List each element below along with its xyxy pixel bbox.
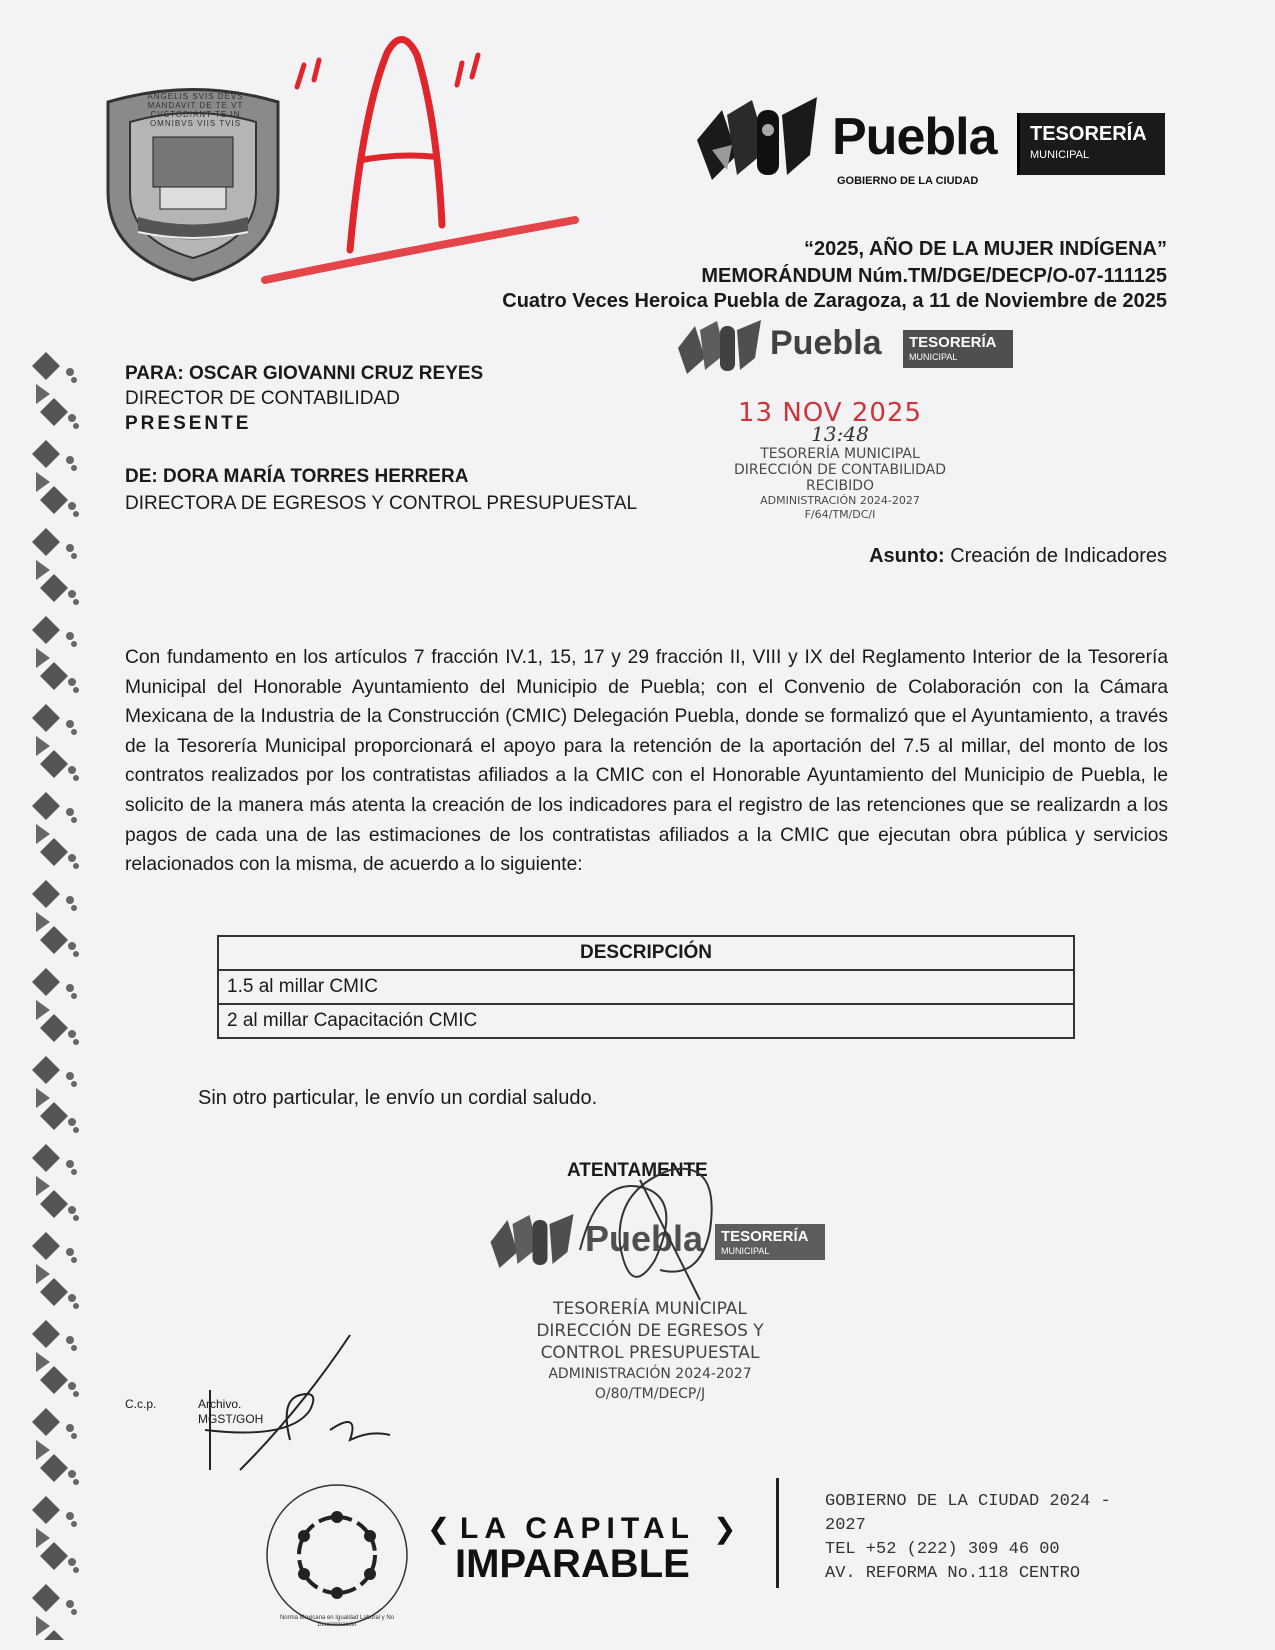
received-puebla-logo (675, 318, 1015, 378)
memo-number: MEMORÁNDUM Núm.TM/DGE/DECP/O-07-111125 (701, 265, 1167, 287)
atentamente: ATENTAMENTE (567, 1160, 708, 1181)
address-line3: TEL +52 (222) 309 46 00 (825, 1540, 1060, 1559)
received-wordmark: Puebla (770, 324, 882, 362)
signature-stamp-line2: DIRECCIÓN DE EGRESOS Y (536, 1321, 764, 1341)
signature-stamp-line5: O/80/TM/DECP/J (594, 1386, 706, 1402)
subject (869, 545, 1167, 568)
puebla-tesoreria-logo (692, 95, 1162, 195)
description-table (217, 935, 1075, 1039)
subject-text: Creación de Indicadores (950, 545, 1167, 567)
puebla-wordmark: Puebla (832, 108, 997, 166)
address-line2: 2027 (825, 1516, 866, 1535)
signature-stamp (500, 1298, 800, 1404)
footer-divider (776, 1478, 779, 1588)
tesoreria-subtitle: MUNICIPAL (1030, 149, 1090, 161)
initials-scribble (200, 1330, 400, 1490)
place-date: Cuatro Veces Heroica Puebla de Zaragoza, a 11 de Noviembre de 2025 (502, 290, 1167, 312)
tesoreria-block (1017, 113, 1165, 175)
signature-stamp-line4: ADMINISTRACIÓN 2024-2027 (548, 1366, 752, 1382)
year-motto: “2025, AÑO DE LA MUJER INDÍGENA” (803, 238, 1167, 260)
slogan-right-wing-icon: ❯ (713, 1513, 737, 1544)
para-line: PARA: OSCAR GIOVANNI CRUZ REYES (125, 363, 484, 384)
slogan (425, 1508, 745, 1588)
puebla-subtitle: GOBIERNO DE LA CIUDAD (837, 175, 979, 187)
tesoreria-title: TESORERÍA (1030, 123, 1147, 145)
de-line: DE: DORA MARÍA TORRES HERRERA (125, 466, 469, 487)
body-paragraph: Con fundamento en los artículos 7 fracción IV.1, 15, 17 y 29 fracción II, VIII y IX del Reglamento Interior de la Tesorería Municipal del Honorable Ayuntamiento del Municipio de Puebla; con el Convenio de Colaboración con la Cámara Mexicana de la Industria de la Construcción (CMIC) Delegación Puebla, donde se formalizó que el Ayuntamiento, a través de la Tesorería Municipal proporcionará el apoyo para la retención de la aportación del 7.5 al millar, del monto de los contratos realizados por los contratistas afiliados a la CMIC con el Honorable Ayuntamiento del Municipio de Puebla, le solicito de la manera más atenta la creación de los indicadores para el registro de las retenciones que se realizardn a los pagos de cada una de las estimaciones de los contratistas afiliados a la CMIC que ejecutan obra pública y servicios relacionados con la misma, de acuerdo a lo siguiente: (125, 647, 1168, 876)
de-title: DIRECTORA DE EGRESOS Y CONTROL PRESUPUESTAL (125, 493, 638, 514)
subject-label: Asunto: (869, 545, 945, 567)
received-line3: RECIBIDO (805, 478, 874, 494)
signature-stamp-line3: CONTROL PRESUPUESTAL (540, 1343, 760, 1363)
signature-stamp-line1: TESORERÍA MUNICIPAL (553, 1299, 747, 1319)
signature-tesoreria-title: TESORERÍA (721, 1228, 809, 1245)
slogan-line1: LA CAPITAL (460, 1512, 695, 1545)
received-date: 13 NOV 2025 (737, 398, 923, 428)
signature-scribble (560, 1150, 760, 1310)
address-line4: AV. REFORMA No.118 CENTRO (825, 1564, 1081, 1583)
table-row (218, 1004, 1074, 1038)
received-tesoreria-subtitle: MUNICIPAL (909, 352, 958, 362)
slogan-left-wing-icon: ❮ (427, 1513, 451, 1544)
red-underline-stroke (260, 215, 580, 285)
table-row (218, 970, 1074, 1004)
ccp-label: C.c.p. (125, 1397, 157, 1411)
received-tesoreria-block (903, 330, 1013, 368)
received-line2: DIRECCIÓN DE CONTABILIDAD (733, 462, 947, 478)
para-title: DIRECTOR DE CONTABILIDAD (125, 388, 400, 409)
received-tesoreria-title: TESORERÍA (909, 334, 997, 351)
seal-motto: ANGELIS SVIS DEVS MANDAVIT DE TE VT CVSTODIANT TE IN OMNIBVS VIIS TVIS (147, 92, 244, 128)
footer-address (825, 1490, 1165, 1586)
received-line1: TESORERÍA MUNICIPAL (760, 446, 920, 462)
ccp-initials: MGST/GOH (198, 1412, 264, 1426)
presente: PRESENTE (125, 413, 252, 434)
norma-seal-icon (262, 1480, 412, 1630)
signature-wordmark: Puebla (585, 1218, 704, 1259)
puebla-emblem-icon (692, 95, 827, 190)
received-line5: F/64/TM/DC/I (804, 508, 876, 521)
signature-tesoreria-subtitle: MUNICIPAL (721, 1246, 770, 1256)
table-cell: 1.5 al millar CMIC (218, 970, 1074, 1004)
received-time: 13:48 (811, 422, 869, 446)
table-header: DESCRIPCIÓN (218, 936, 1074, 970)
slogan-line2: IMPARABLE (455, 1542, 690, 1586)
table-cell: 2 al millar Capacitación CMIC (218, 1004, 1074, 1038)
ccp-archivo: Archivo. (198, 1397, 242, 1411)
norma-seal (262, 1480, 412, 1630)
received-stamp (700, 398, 980, 521)
table-header-row (218, 936, 1074, 970)
address-line1: GOBIERNO DE LA CIUDAD 2024 - (825, 1492, 1111, 1511)
received-line4: ADMINISTRACIÓN 2024-2027 (760, 494, 920, 507)
closing-line: Sin otro particular, le envío un cordial saludo. (198, 1087, 598, 1109)
decorative-border (28, 350, 83, 1640)
norma-text: Norma Mexicana en Igualdad Laboral y No Discriminación (279, 1615, 395, 1628)
received-emblem-icon (675, 318, 765, 378)
